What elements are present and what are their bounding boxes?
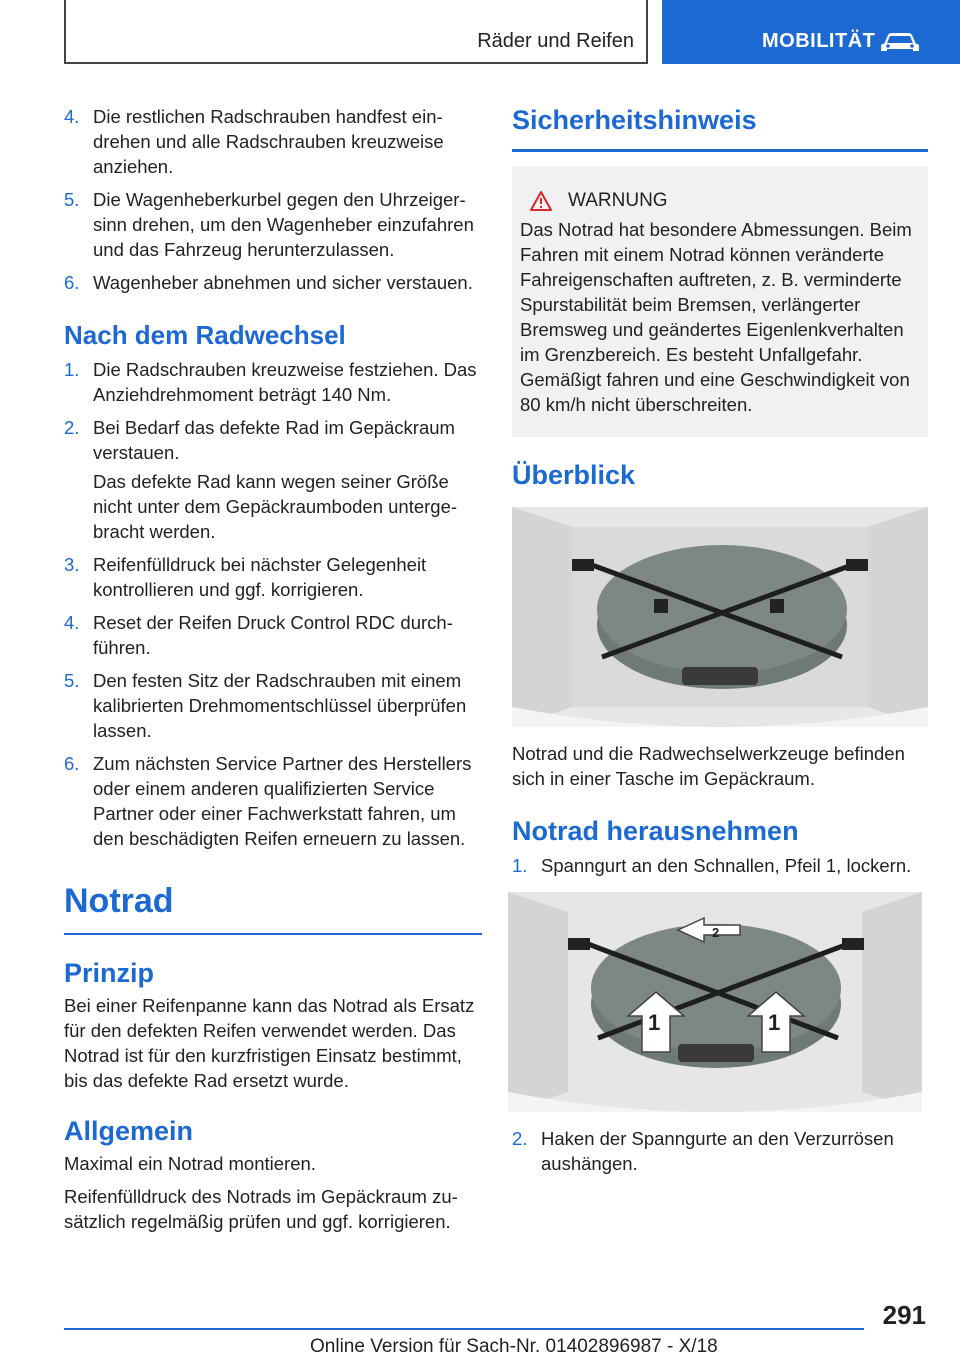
general-heading: Allgemein xyxy=(64,1116,194,1146)
step-text: Zum nächsten Service Partner des Herstellers oder einem anderen qualifizierten Service Partner oder einer Fachwerkstatt fahren, um den beschädigten Reifen erneuern zu lassen. xyxy=(93,753,472,849)
arrow-label-2: 2 xyxy=(712,925,720,940)
warning-triangle-icon xyxy=(530,191,552,211)
step-number: 6. xyxy=(64,272,80,293)
general-text-1: Maximal ein Notrad montieren. xyxy=(64,1153,316,1174)
step-text: Bei Bedarf das defekte Rad im Gepäckraum verstauen. xyxy=(93,417,455,463)
list-item xyxy=(64,270,482,295)
list-item xyxy=(64,415,482,465)
step-number: 1. xyxy=(64,359,80,380)
step-text: Die Wagenheberkurbel gegen den Uhrzeigersinn drehen, um den Wagenheber einzufahren und das Fahrzeug herunterzulassen. xyxy=(93,189,474,260)
list-item xyxy=(64,104,482,179)
step-text: Reset der Reifen Druck Control RDC durchführen. xyxy=(93,612,453,658)
remove-spare-heading: Notrad herausnehmen xyxy=(512,816,799,846)
step-number: 1. xyxy=(512,855,528,876)
step-number: 4. xyxy=(64,106,80,127)
step-text: Den festen Sitz der Radschrauben mit einem kalibrierten Drehmomentschlüssel überprüfen lassen. xyxy=(93,670,467,741)
step-text: Die Radschrauben kreuzweise festziehen. Das Anziehdrehmoment beträgt 140 Nm. xyxy=(93,359,477,405)
header-category-label: MOBILITÄT xyxy=(762,30,876,52)
warning-box xyxy=(512,166,928,437)
spare-wheel-heading: Notrad xyxy=(64,881,482,935)
footer-divider xyxy=(64,1328,864,1330)
step-number: 5. xyxy=(64,670,80,691)
general-text-2: Reifenfülldruck des Notrads im Gepäckraum zusätzlich regelmäßig prüfen und ggf. korrigieren. xyxy=(64,1186,458,1232)
spare-wheel-overview-image xyxy=(512,507,928,727)
list-item xyxy=(64,610,482,660)
header-category-tab[interactable] xyxy=(662,0,960,64)
step-note: Das defekte Rad kann wegen seiner Größe nicht unter dem Gepäckraumboden untergebracht werden. xyxy=(93,471,458,542)
principle-heading: Prinzip xyxy=(64,958,155,988)
overview-heading: Überblick xyxy=(512,460,636,490)
step-text: Haken der Spanngurte an den Verzurrösen aushängen. xyxy=(541,1128,894,1174)
list-item xyxy=(64,751,482,851)
step-number: 3. xyxy=(64,554,80,575)
step-text: Wagenheber abnehmen und sicher verstauen. xyxy=(93,272,473,293)
step-text: Spanngurt an den Schnallen, Pfeil 1, lockern. xyxy=(541,855,912,876)
step-text: Die restlichen Radschrauben handfest eindrehen und alle Radschrauben kreuzweise anziehen. xyxy=(93,106,444,177)
step-number: 6. xyxy=(64,753,80,774)
header-section-title: Räder und Reifen xyxy=(477,30,634,52)
step-number: 2. xyxy=(512,1128,528,1149)
step-number: 2. xyxy=(64,417,80,438)
right-column xyxy=(512,104,928,1184)
warning-text: Das Notrad hat besondere Abmessungen. Beim Fahren mit einem Notrad können veränderte Fahreigenschaften auftreten, z. B. verminderte Spurstabilität beim Bremsen, verlängerter Bremsweg und geändertes Eigenlenkverhalten im Grenzbereich. Es besteht Unfallgefahr. Gemäßigt fahren und eine Geschwindigkeit von 80 km/h nicht überschreiten. xyxy=(520,219,912,415)
list-item xyxy=(512,853,928,878)
list-item xyxy=(64,357,482,407)
step-number: 4. xyxy=(64,612,80,633)
list-item xyxy=(64,552,482,602)
left-column xyxy=(64,104,482,1242)
list-item xyxy=(512,1126,928,1176)
page-number: 291 xyxy=(882,1300,926,1330)
car-icon xyxy=(880,30,920,54)
spare-wheel-removal-image xyxy=(508,892,922,1112)
arrow-label-1-left: 1 xyxy=(648,1010,661,1035)
principle-text: Bei einer Reifenpanne kann das Notrad als Ersatz für den defekten Reifen verwendet werden. Das Notrad ist für den kurzfristigen Einsatz bestimmt, bis das defekte Rad ersetzt wurde. xyxy=(64,995,475,1091)
step-text: Reifenfülldruck bei nächster Gelegenheit kontrollieren und ggf. korrigieren. xyxy=(93,554,427,600)
footer-text: Online Version für Sach-Nr. 01402896987 - X/18 xyxy=(310,1336,718,1357)
overview-caption: Notrad und die Radwechselwerkzeuge befinden sich in einer Tasche im Gepäckraum. xyxy=(512,743,905,789)
arrow-label-1-right: 1 xyxy=(768,1010,781,1035)
list-item xyxy=(64,187,482,262)
step-number: 5. xyxy=(64,189,80,210)
after-wheel-change-heading: Nach dem Radwechsel xyxy=(64,320,346,350)
safety-heading: Sicherheitshinweis xyxy=(512,104,928,152)
list-item xyxy=(64,668,482,743)
warning-label: WARNUNG xyxy=(568,190,668,211)
